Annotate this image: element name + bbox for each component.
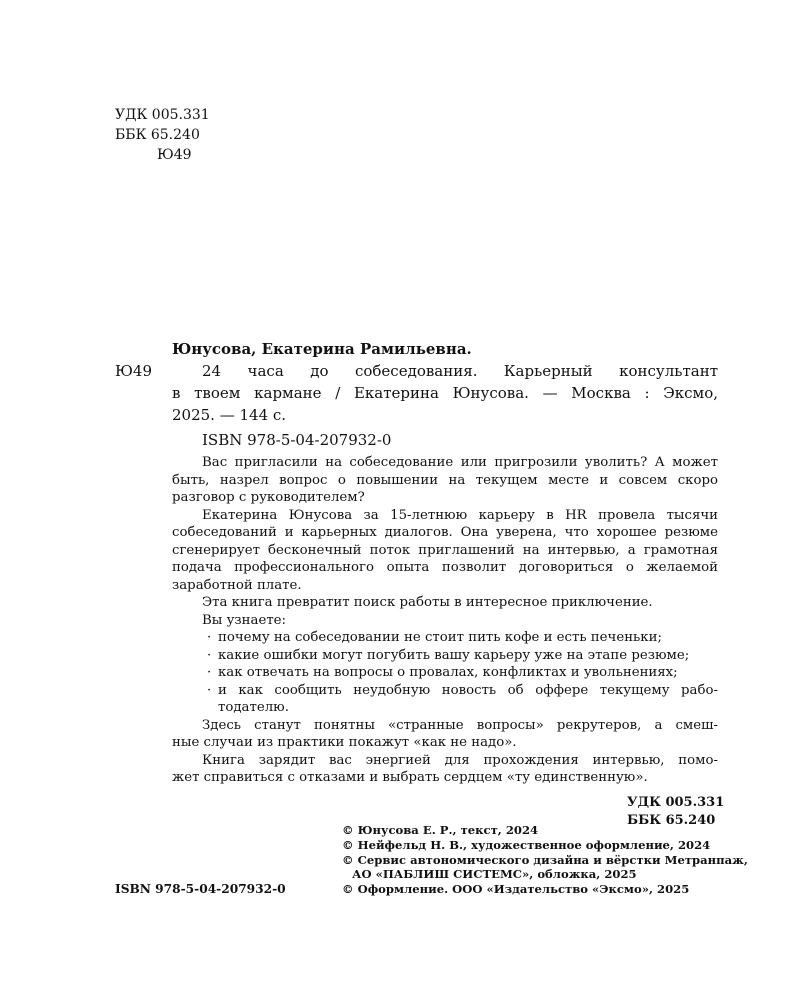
- annotation-line: Екатерина Юнусова за 15-летнюю карьеру в HR провела тысячи: [202, 508, 718, 523]
- footer-isbn: ISBN 978-5-04-207932-0: [115, 882, 286, 896]
- annotation-line: разговор с руководителем?: [172, 490, 365, 505]
- bullet-continuation: тодателю.: [218, 700, 289, 715]
- author-mark-top: Ю49: [157, 147, 192, 163]
- annotation-line: Книга зарядит вас энергией для прохождения интервью, помо-: [202, 753, 718, 768]
- bib-description-line: 24 часа до собеседования. Карьерный консультант: [202, 362, 718, 380]
- annotation-line: ные случаи из практики покажут «как не надо».: [172, 735, 517, 750]
- bullet-dot: ·: [207, 665, 212, 680]
- bullet-dot: ·: [207, 630, 212, 645]
- udk-bottom: УДК 005.331: [627, 795, 725, 810]
- bib-isbn: ISBN 978-5-04-207932-0: [202, 431, 392, 449]
- bullet-item: и как сообщить неудобную новость об оффере текущему рабо-: [218, 683, 718, 698]
- you-will-learn: Вы узнаете:: [202, 613, 287, 628]
- copyright-line: © Сервис автономического дизайна и вёрстки Метранпаж,: [342, 853, 748, 867]
- bbk-top: ББК 65.240: [115, 127, 200, 143]
- bib-description-line: в твоем кармане / Екатерина Юнусова. — Москва : Эксмо,: [172, 384, 718, 402]
- bullet-item: как отвечать на вопросы о провалах, конфликтах и увольнениях;: [218, 665, 678, 680]
- annotation-line: сгенерирует бесконечный поток приглашений на интервью, а грамотная: [172, 543, 718, 558]
- bullet-dot: ·: [207, 648, 212, 663]
- copyright-line: © Нейфельд Н. В., художественное оформление, 2024: [342, 838, 711, 852]
- annotation-line: собеседований и карьерных диалогов. Она уверена, что хорошее резюме: [172, 525, 718, 540]
- bullet-item: какие ошибки могут погубить вашу карьеру уже на этапе резюме;: [218, 648, 690, 663]
- bib-description-line: 2025. — 144 с.: [172, 406, 287, 424]
- copyright-line: © Оформление. ООО «Издательство «Эксмо», 2025: [342, 882, 690, 896]
- bullet-dot: ·: [207, 683, 212, 698]
- author-heading: Юнусова, Екатерина Рамильевна.: [172, 340, 472, 358]
- author-mark: Ю49: [115, 362, 152, 380]
- bullet-item: почему на собеседовании не стоит пить кофе и есть печеньки;: [218, 630, 662, 645]
- annotation-line: заработной плате.: [172, 578, 302, 593]
- copyright-line: © Юнусова Е. Р., текст, 2024: [342, 823, 539, 837]
- annotation-line: Эта книга превратит поиск работы в интересное приключение.: [202, 595, 653, 610]
- annotation-line: подача профессионального опыта позволит договориться о желаемой: [172, 560, 718, 575]
- bbk-bottom: ББК 65.240: [627, 813, 716, 828]
- annotation-line: Здесь станут понятны «странные вопросы» рекрутеров, а смеш-: [202, 718, 718, 733]
- annotation-line: Вас пригласили на собеседование или пригрозили уволить? А может: [202, 455, 718, 470]
- udk-top: УДК 005.331: [115, 107, 210, 123]
- copyright-line: АО «ПАБЛИШ СИСТЕМС», обложка, 2025: [352, 867, 637, 881]
- annotation-line: быть, назрел вопрос о повышении на текущем месте и совсем скоро: [172, 473, 718, 488]
- annotation-line: жет справиться с отказами и выбрать сердцем «ту единственную».: [172, 770, 648, 785]
